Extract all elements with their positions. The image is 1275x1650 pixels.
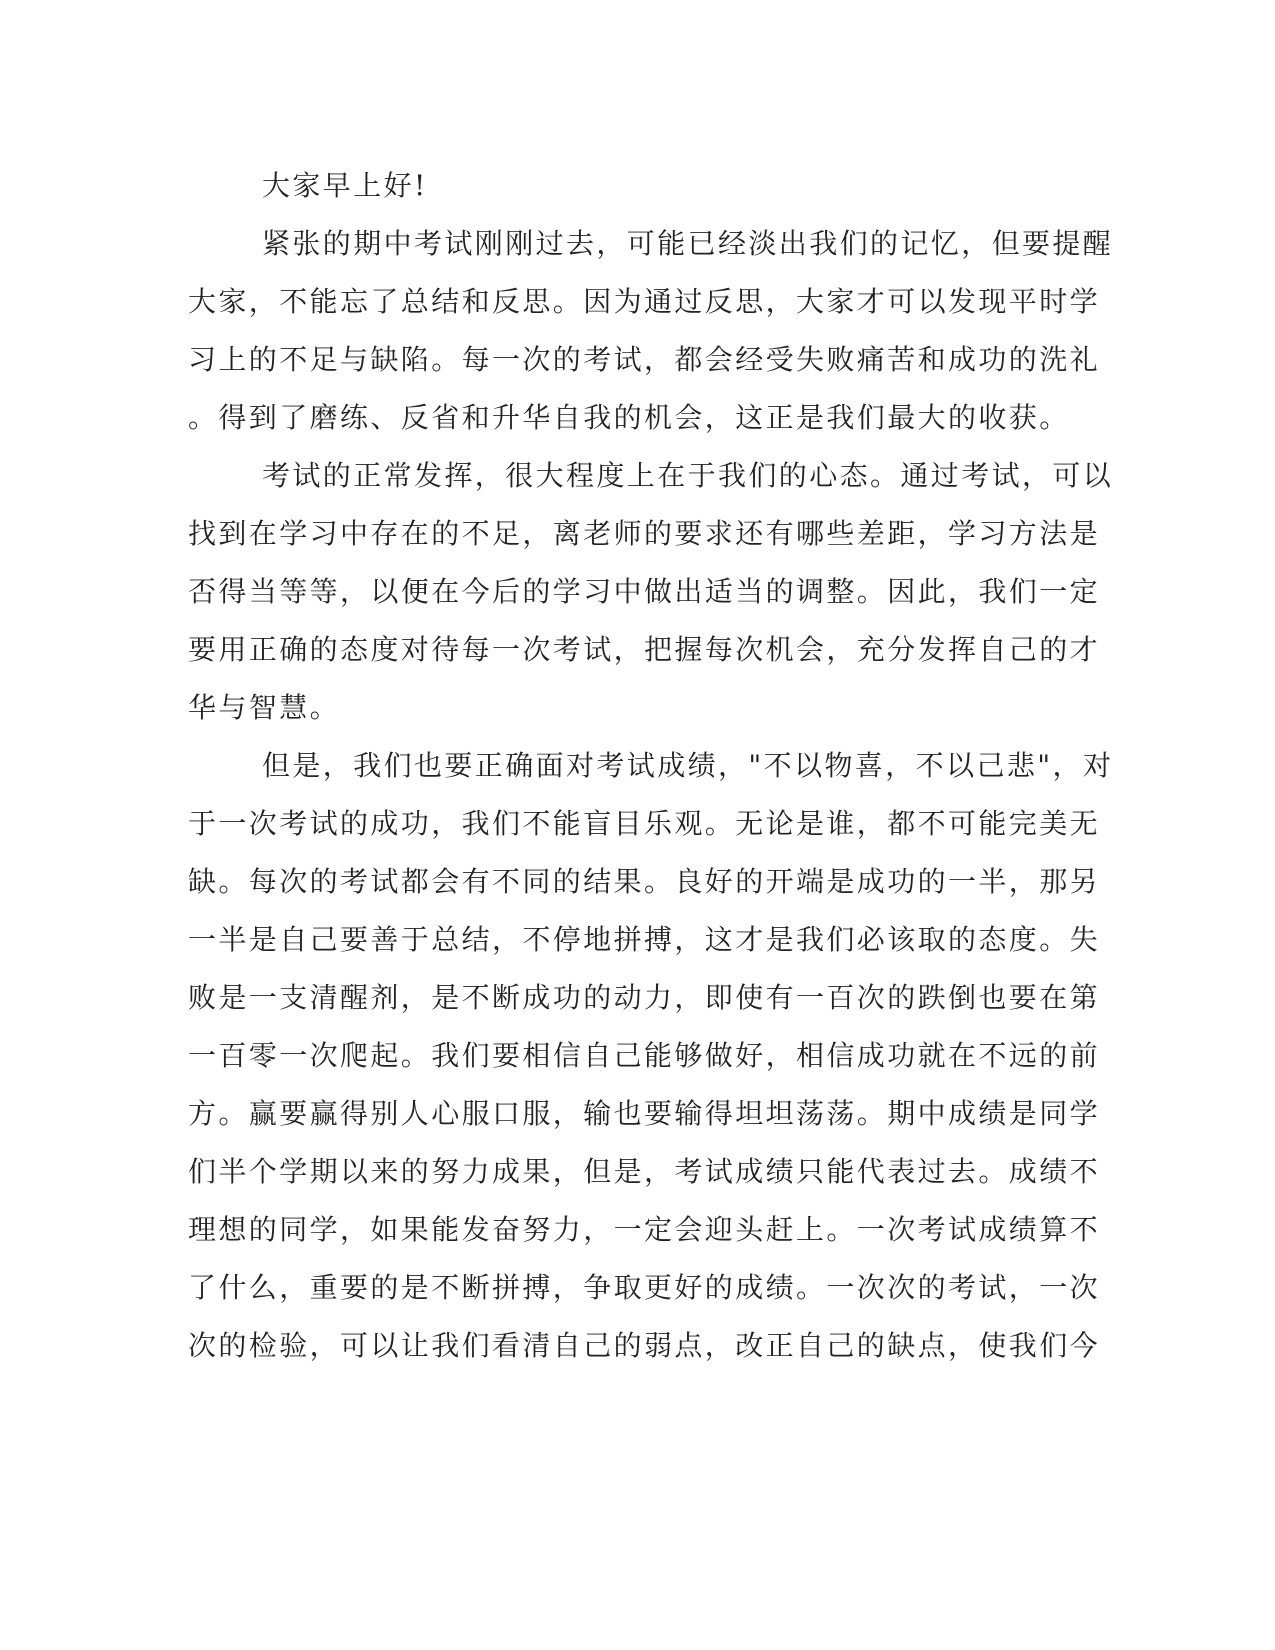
paragraph-line: 次的检验，可以让我们看清自己的弱点，改正自己的缺点，使我们今 [188, 1329, 1101, 1362]
paragraph-line: 缺。每次的考试都会有不同的结果。良好的开端是成功的一半，那另 [188, 865, 1101, 898]
greeting-line: 大家早上好! [262, 169, 428, 202]
paragraph-line: 紧张的期中考试刚刚过去，可能已经淡出我们的记忆，但要提醒 [262, 227, 1114, 260]
paragraph-line: 。得到了磨练、反省和升华自我的机会，这正是我们最大的收获。 [188, 401, 1070, 434]
paragraph-line: 华与智慧。 [188, 691, 341, 724]
paragraph-line: 大家，不能忘了总结和反思。因为通过反思，大家才可以发现平时学 [188, 285, 1101, 318]
paragraph-line: 方。赢要赢得别人心服口服，输也要输得坦坦荡荡。期中成绩是同学 [188, 1097, 1101, 1130]
paragraph-line: 要用正确的态度对待每一次考试，把握每次机会，充分发挥自己的才 [188, 633, 1101, 666]
paragraph-line: 败是一支清醒剂，是不断成功的动力，即使有一百次的跌倒也要在第 [188, 981, 1101, 1014]
paragraph-line: 了什么，重要的是不断拼搏，争取更好的成绩。一次次的考试，一次 [188, 1271, 1101, 1304]
paragraph-line: 否得当等等，以便在今后的学习中做出适当的调整。因此，我们一定 [188, 575, 1101, 608]
paragraph-line: 们半个学期以来的努力成果，但是，考试成绩只能代表过去。成绩不 [188, 1155, 1101, 1188]
paragraph-line: 习上的不足与缺陷。每一次的考试，都会经受失败痛苦和成功的洗礼 [188, 343, 1101, 376]
paragraph-line: 找到在学习中存在的不足，离老师的要求还有哪些差距，学习方法是 [188, 517, 1101, 550]
paragraph-line: 但是，我们也要正确面对考试成绩，"不以物喜，不以己悲"，对 [262, 749, 1114, 782]
paragraph-line: 一百零一次爬起。我们要相信自己能够做好，相信成功就在不远的前 [188, 1039, 1101, 1072]
paragraph-line: 于一次考试的成功，我们不能盲目乐观。无论是谁，都不可能完美无 [188, 807, 1101, 840]
paragraph-line: 理想的同学，如果能发奋努力，一定会迎头赶上。一次考试成绩算不 [188, 1213, 1101, 1246]
paragraph-line: 考试的正常发挥，很大程度上在于我们的心态。通过考试，可以 [262, 459, 1114, 492]
paragraph-line: 一半是自己要善于总结，不停地拼搏，这才是我们必该取的态度。失 [188, 923, 1101, 956]
